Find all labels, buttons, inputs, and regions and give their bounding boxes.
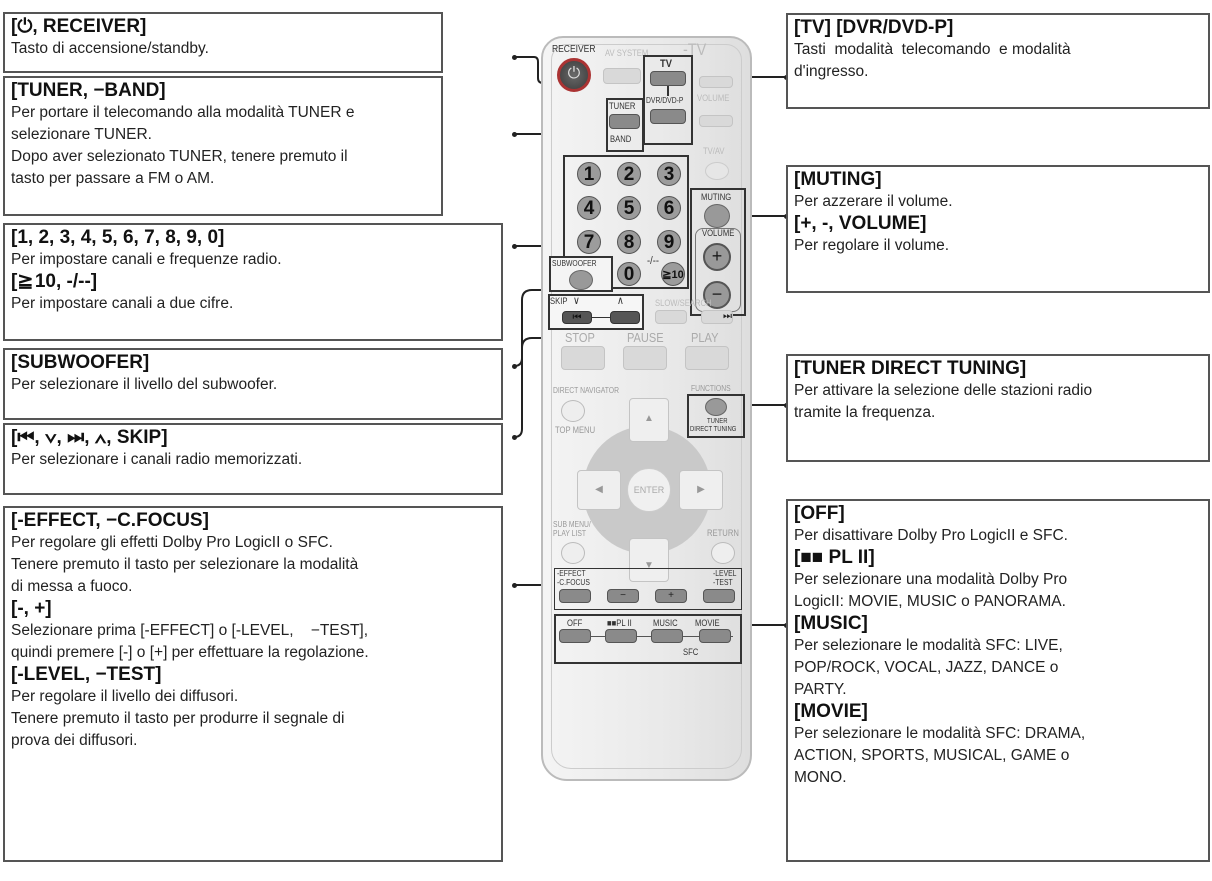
tv-section-label: -TV (683, 40, 707, 59)
nav-left-button[interactable]: ◀ (577, 470, 621, 510)
tuner-direct-tuning-callout (786, 354, 1210, 462)
effect-level-callout (3, 506, 503, 862)
tv-label: TV (660, 58, 672, 70)
callout-text: Dopo aver selezionato TUNER, tenere premuto il (11, 148, 348, 165)
off-label: OFF (567, 618, 583, 628)
digit-6-button[interactable]: 6 (657, 196, 681, 220)
return-label: RETURN (707, 528, 739, 538)
remote-control (541, 36, 752, 781)
callout-text: prova dei diffusori. (11, 732, 138, 749)
callout-title: [-, +] (11, 598, 52, 619)
callout-title: [SUBWOOFER] (11, 352, 150, 373)
functions-label: FUNCTIONS (691, 384, 731, 393)
pause-label: PAUSE (627, 330, 664, 345)
ge10-button[interactable]: ≧10 (661, 262, 685, 286)
receiver-power-button[interactable]: ⏻ (557, 58, 591, 92)
band-label: BAND (610, 134, 632, 144)
enter-button[interactable]: ENTER (627, 468, 671, 512)
two-digit-label: -/-- (647, 255, 659, 267)
callout-text: Per attivare la selezione delle stazioni radio (794, 382, 1093, 399)
music-button[interactable] (651, 629, 683, 643)
callout-title: [OFF] (794, 503, 845, 524)
callout-text: Per regolare il livello dei diffusori. (11, 688, 239, 705)
music-label: MUSIC (653, 618, 678, 628)
callout-text: Tenere premuto il tasto per selezionare la modalità (11, 556, 359, 573)
callout-dot (512, 132, 517, 137)
nav-down-button[interactable]: ▼ (629, 538, 669, 582)
dolby-pl2-button[interactable] (605, 629, 637, 643)
callout-text: Per disattivare Dolby Pro LogicII e SFC. (794, 527, 1068, 544)
effect-button[interactable] (559, 589, 591, 603)
callout-title: [-LEVEL, −TEST] (11, 664, 162, 685)
subwoofer-callout (3, 348, 503, 420)
volume-label: VOLUME (702, 228, 735, 238)
skip-back-button[interactable]: ⏮ (562, 311, 592, 324)
callout-title: [MUSIC] (794, 613, 868, 634)
top-menu-label: TOP MENU (555, 425, 596, 435)
callout-text: quindi premere [-] o [+] per effettuare la regolazione. (11, 644, 369, 661)
callout-text: d'ingresso. (794, 63, 869, 80)
skip-up-label: ∧ (617, 295, 624, 307)
digit-3-button[interactable]: 3 (657, 162, 681, 186)
callout-title: [MUTING] (794, 169, 882, 190)
tuner-button[interactable] (609, 114, 640, 129)
callout-title: [+, -, VOLUME] (794, 213, 927, 234)
callout-title: [■■ PL II] (794, 547, 875, 568)
test-label: -TEST (713, 578, 733, 587)
callout-text: di messa a fuoco. (11, 578, 133, 595)
callout-dot (512, 435, 517, 440)
return-button[interactable] (711, 542, 735, 564)
receiver-label: RECEIVER (552, 44, 596, 55)
muting-button[interactable] (704, 204, 730, 228)
digit-7-button[interactable]: 7 (577, 230, 601, 254)
subwoofer-button[interactable] (569, 270, 593, 290)
callout-text: tramite la frequenza. (794, 404, 936, 421)
sub-menu-button[interactable] (561, 542, 585, 564)
digit-0-button[interactable]: 0 (617, 262, 641, 286)
connector-line (592, 317, 610, 318)
muting-volume-callout (786, 165, 1210, 293)
sfc-label: SFC (683, 647, 699, 657)
callout-text: Per regolare il volume. (794, 237, 950, 254)
callout-text: Per selezionare una modalità Dolby Pro (794, 571, 1068, 588)
callout-dot (512, 583, 517, 588)
sub-menu-label: SUB MENU/ (553, 520, 591, 529)
callout-dot (512, 364, 517, 369)
digits-callout (3, 223, 503, 341)
digit-2-button[interactable]: 2 (617, 162, 641, 186)
callout-title: [TUNER, −BAND] (11, 80, 166, 101)
callout-title: [TV] [DVR/DVD-P] (794, 17, 954, 38)
callout-title: [⏮, ∨, ⏭, ∧, SKIP] (11, 427, 168, 448)
callout-text: ACTION, SPORTS, MUSICAL, GAME o (794, 747, 1070, 764)
callout-text: PARTY. (794, 681, 847, 698)
subwoofer-label: SUBWOOFER (552, 259, 597, 268)
callout-dot (512, 55, 517, 60)
callout-text: Per selezionare le modalità SFC: LIVE, (794, 637, 1063, 654)
tuner-band-callout (3, 76, 443, 216)
stop-label: STOP (565, 330, 595, 345)
tv-button[interactable] (650, 71, 686, 86)
effect-label: -EFFECT (557, 569, 586, 578)
skip-down-label: ∨ (573, 295, 580, 307)
plus-button[interactable]: + (655, 589, 687, 603)
callout-text: Per selezionare il livello del subwoofer. (11, 376, 278, 393)
sound-mode-callout (786, 499, 1210, 862)
dvr-dvd-button[interactable] (650, 109, 686, 124)
callout-text: Per impostare canali e frequenze radio. (11, 251, 282, 268)
play-label: PLAY (691, 330, 719, 345)
pause-button[interactable] (623, 346, 667, 370)
digit-9-button[interactable]: 9 (657, 230, 681, 254)
direct-navigator-button[interactable] (561, 400, 585, 422)
callout-text: tasto per passare a FM o AM. (11, 170, 215, 187)
digit-1-button[interactable]: 1 (577, 162, 601, 186)
digit-8-button[interactable]: 8 (617, 230, 641, 254)
tv-volume-down-button[interactable] (699, 115, 733, 127)
skip-callout (3, 423, 503, 495)
callout-title: [-EFFECT, −C.FOCUS] (11, 510, 209, 531)
callout-text: Tenere premuto il tasto per produrre il segnale di (11, 710, 345, 727)
tv-volume-label: VOLUME (697, 93, 730, 103)
stop-button[interactable] (561, 346, 605, 370)
tuner-label: TUNER (609, 101, 636, 111)
av-system-label: AV SYSTEM (605, 48, 649, 58)
tuner-direct-tuning-label: TUNER (707, 418, 728, 425)
callout-dot (512, 244, 517, 249)
callout-text: MONO. (794, 769, 847, 786)
tv-volume-up-button[interactable] (699, 76, 733, 88)
muting-label: MUTING (701, 192, 732, 202)
nav-right-button[interactable]: ▶ (679, 470, 723, 510)
callout-text: Per selezionare le modalità SFC: DRAMA, (794, 725, 1086, 742)
callout-text: Per impostare canali a due cifre. (11, 295, 234, 312)
callout-text: Per regolare gli effetti Dolby Pro LogicII o SFC. (11, 534, 333, 551)
skip-forward-button[interactable] (610, 311, 640, 324)
movie-button[interactable] (699, 629, 731, 643)
tv-dvr-callout (786, 13, 1210, 109)
slow-search-back-button[interactable] (655, 310, 687, 324)
minus-button[interactable]: − (607, 589, 639, 603)
callout-text: LogicII: MOVIE, MUSIC o PANORAMA. (794, 593, 1066, 610)
callout-title: [⏻, RECEIVER] (11, 16, 147, 37)
callout-text: Per azzerare il volume. (794, 193, 953, 210)
level-button[interactable] (703, 589, 735, 603)
digit-5-button[interactable]: 5 (617, 196, 641, 220)
direct-navigator-label: DIRECT NAVIGATOR (553, 386, 619, 395)
dolby-pl2-label: ■■PL II (607, 618, 632, 628)
tv-av-button[interactable] (705, 162, 729, 180)
callout-title: [1, 2, 3, 4, 5, 6, 7, 8, 9, 0] (11, 227, 225, 248)
callout-text: Tasto di accensione/standby. (11, 40, 209, 57)
level-label: -LEVEL (713, 569, 737, 578)
play-list-label: PLAY LIST (553, 529, 587, 538)
volume-down-button[interactable]: − (703, 281, 731, 309)
tuner-direct-tuning-label: DIRECT TUNING (690, 426, 737, 433)
movie-label: MOVIE (695, 618, 720, 628)
slow-search-label: SLOW/SEARCH (655, 298, 712, 308)
callout-text: Selezionare prima [-EFFECT] o [-LEVEL, −TEST], (11, 622, 369, 639)
dvr-dvd-label: DVR/DVD-P (646, 96, 684, 105)
nav-up-button[interactable]: ▲ (629, 398, 669, 442)
slow-search-forward-button[interactable]: ⏭ (701, 310, 733, 324)
callout-text: selezionare TUNER. (11, 126, 152, 143)
off-button[interactable] (559, 629, 591, 643)
volume-up-button[interactable]: + (703, 243, 731, 271)
callout-text: Per selezionare i canali radio memorizzati. (11, 451, 303, 468)
connector-line (667, 86, 669, 96)
callout-text: POP/ROCK, VOCAL, JAZZ, DANCE o (794, 659, 1059, 676)
digit-4-button[interactable]: 4 (577, 196, 601, 220)
callout-text: Tasti modalità telecomando e modalità (794, 41, 1071, 58)
c-focus-label: -C.FOCUS (557, 578, 590, 587)
callout-title: [TUNER DIRECT TUNING] (794, 358, 1027, 379)
tv-av-label: TV/AV (703, 146, 725, 156)
av-system-power-button[interactable] (603, 68, 641, 84)
callout-text: Per portare il telecomando alla modalità TUNER e (11, 104, 355, 121)
tuner-direct-tuning-button[interactable] (705, 398, 727, 416)
skip-label: SKIP (550, 296, 568, 306)
callout-title: [MOVIE] (794, 701, 868, 722)
receiver-callout (3, 12, 443, 73)
play-button[interactable] (685, 346, 729, 370)
callout-title: [≧ 10, -/--] (11, 271, 98, 292)
